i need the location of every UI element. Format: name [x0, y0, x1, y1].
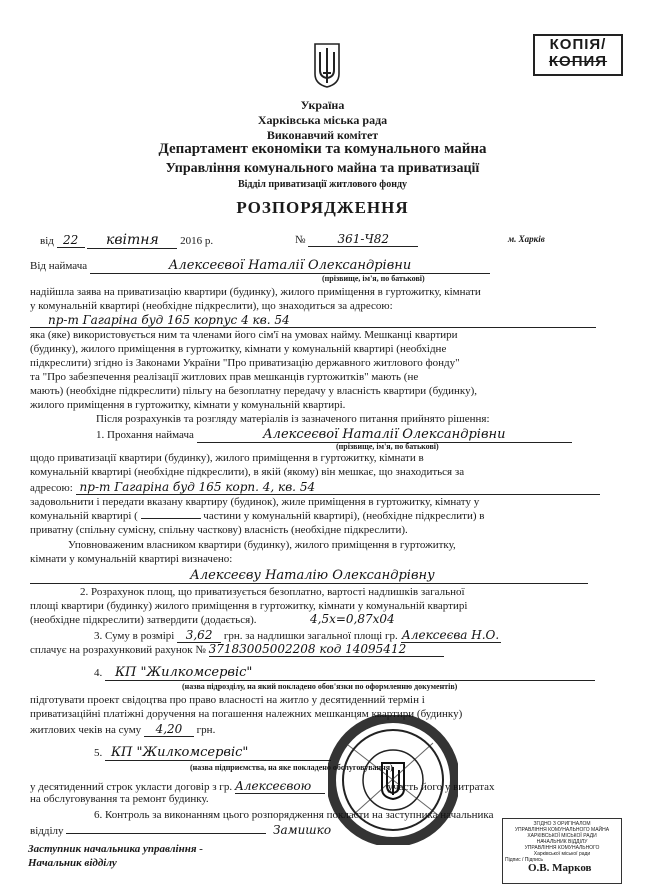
para2-line5a: комунальній квартирі ( — [30, 510, 138, 522]
para2-line1: щодо приватизації квартири (будинку), жилого приміщення в гуртожитку, кімнати в — [30, 452, 424, 464]
number-prefix: № — [295, 234, 306, 246]
para2-address-line — [30, 480, 600, 495]
para1-line2: у комунальній квартирі (необхідне підкреслити), що знаходиться за адресою: — [30, 300, 393, 312]
tenant-label: Від наймача — [30, 260, 88, 272]
tenant-caption: (прізвище, ім'я, по батькові) — [322, 274, 425, 283]
item6-line2 — [30, 823, 331, 837]
item1-label: 1. Прохання наймача — [96, 429, 194, 441]
para2-line2: комунальній квартирі (необхідне підкреслити), в якій (якому) він мешкає, що знаходиться за — [30, 466, 465, 478]
item4-amount: 4,20 — [144, 722, 194, 737]
para2-line6: приватну (спільну сумісну, спільну часткову) власність (необхідне підкреслити). — [30, 524, 408, 536]
stamp-text5: УПРАВЛІННЯ КОМУНАЛЬНОГО — [524, 845, 600, 851]
header-council: Харківська міська рада — [257, 113, 388, 127]
item2-line1: 2. Розрахунок площ, що приватизується безоплатно, вартості надлишків загальної — [80, 586, 465, 598]
header-management: Управління комунального майна та приватизації — [165, 161, 480, 176]
para1-line4: (будинку), жилого приміщення в гуртожитку, кімнати у комунальній квартирі (необхідне — [30, 343, 447, 355]
para1-line7: мають) (необхідне підкреслити) пільгу на безоплатну передачу у власність квартири (будинку), — [30, 385, 478, 397]
item1-line — [96, 427, 572, 443]
header-department: Департамент економіки та комунального майна — [158, 141, 487, 157]
para2-address: пр-т Гагаріна буд 165 корп. 4, кв. 54 — [76, 480, 600, 495]
copy-stamp-line2: КОПИЯ — [548, 53, 608, 70]
item6-blank — [66, 833, 266, 834]
para1-address-line — [30, 313, 596, 328]
para2-address-prefix: адресою: — [30, 482, 73, 494]
signature-name: О.В. Марков — [528, 862, 592, 874]
date-prefix: від — [40, 235, 54, 247]
item6-label: відділу — [30, 825, 64, 837]
item2-calc: 4,5х=0,87х04 — [310, 612, 395, 626]
stamp-text1: ЗГІДНО З ОРИГІНАЛОМ — [533, 821, 591, 827]
item5-suffix: участь його у витратах — [387, 781, 495, 793]
date-month: квітня — [87, 232, 177, 249]
para2-line8: кімнати у комунальній квартирі визначено: — [30, 553, 233, 565]
trident-emblem-icon — [312, 40, 342, 88]
date-day: 22 — [57, 233, 85, 248]
para2-line5 — [30, 510, 484, 522]
item3-mid: грн. за надлишки загальної площі гр. — [223, 630, 398, 642]
item4-line3 — [30, 722, 215, 737]
document-title: РОЗПОРЯДЖЕННЯ — [236, 198, 409, 217]
item2-line3: (необхідне підкреслити) затвердити (додається). — [30, 614, 257, 626]
para2-line4: задовольнити і передати вказану квартиру (будинок), жиле приміщення в гуртожитку, кімнату у — [30, 496, 480, 508]
item5-caption: (назва підприємства, на яке покладено обслуговування) — [190, 763, 393, 772]
para2-line5b: частини у комунальній квартирі), (необхідне підкреслити) в — [203, 510, 485, 522]
signature-title1: Заступник начальника управління - — [28, 843, 203, 855]
item4-org: КП "Жилкомсервіс" — [105, 665, 595, 681]
para1-line3: яка (яке) використовується ним та членами його сім'ї на умовах найму. Мешканці квартири — [30, 329, 458, 341]
item4-line — [94, 665, 595, 681]
para1-line5: підкреслити) згідно із Законами України "Про приватизацію державного житлового фонду" — [30, 357, 460, 369]
item3-line1 — [94, 628, 501, 643]
para1-line1: надійшла заява на приватизацію квартири (будинку), жилого приміщення в гуртожитку, кімнати — [30, 286, 481, 298]
item5-name: Алексеєвою — [235, 779, 325, 794]
item5-org: КП "Жилкомсервіс" — [105, 745, 331, 761]
para2-line7: Уповноваженим власником квартири (будинку), жилого приміщення в гуртожитку, — [68, 539, 456, 551]
item3-prefix: 3. Суму в розмірі — [94, 630, 175, 642]
item5-line — [94, 745, 331, 761]
item4-currency: грн. — [196, 724, 216, 736]
owner-line — [30, 568, 588, 584]
copy-stamp — [533, 34, 623, 76]
signature-title2: Начальник відділу — [28, 857, 117, 869]
item5-number: 5. — [94, 747, 103, 759]
item1-caption: (прізвище, ім'я, по батькові) — [336, 442, 439, 451]
tenant-line — [30, 258, 490, 274]
owner-name: Алексеєву Наталію Олександрівну — [30, 568, 588, 584]
tenant-name: Алексеєвої Наталії Олександрівни — [90, 258, 490, 274]
city: м. Харків — [508, 234, 545, 244]
para1-address: пр-т Гагаріна буд 165 корпус 4 кв. 54 — [30, 313, 596, 328]
item4-number: 4. — [94, 667, 103, 679]
item3-amount: 3,62 — [177, 628, 221, 643]
certification-stamp — [502, 818, 622, 884]
item3-payer: Алексеєва Н.О. — [401, 628, 500, 642]
share-blank — [141, 518, 201, 519]
date-line — [40, 232, 213, 249]
header-exec: Виконавчий комітет — [266, 128, 379, 142]
item6-responsible: Замишко — [273, 823, 332, 837]
stamp-text6: Харківської міської ради — [533, 851, 591, 857]
stamp-text3: ХАРКІВСЬКОЇ МІСЬКОЇ РАДИ — [527, 833, 597, 839]
item4-line1: підготувати проект свідоцтва про право власності на житло у десятиденний термін і — [30, 694, 425, 706]
date-year-suffix: р. — [204, 235, 214, 247]
item3-line2 — [30, 642, 444, 657]
para1-line6: та "Про забезпечення реалізації житлових прав мешканців гуртожитків" мають (не — [30, 371, 419, 383]
item4-caption: (назва підрозділу, на який покладено обов'язки по оформленню документів) — [182, 682, 458, 691]
stamp-text4: НАЧАЛЬНИК ВІДДІЛУ — [536, 839, 588, 845]
date-year: 2016 — [180, 235, 203, 247]
item3-account: 37183005002208 код 14095412 — [209, 642, 444, 657]
item2-line2: площі квартири (будинку) жилого приміщення в гуртожитку, кімнати у комунальній квартирі — [30, 600, 468, 612]
para1-line8: жилого приміщення в гуртожитку, кімнати у комунальній квартирі. — [30, 399, 346, 411]
item1-name: Алексеєвої Наталії Олександрівни — [197, 427, 572, 443]
item4-line2: приватизаційні платіжні доручення на погашення належних мешканцям квартири (будинку) — [30, 708, 463, 720]
header-division: Відділ приватизації житлового фонду — [237, 179, 408, 190]
para2-intro: Після розрахунків та розгляду матеріалів із зазначеного питання прийнято рішення: — [96, 413, 490, 425]
item6-line1: 6. Контроль за виконанням цього розпорядження покласти на заступника начальника — [94, 809, 494, 821]
copy-stamp-line1: КОПІЯ/ — [549, 36, 607, 53]
stamp-text7: Підпис / Підпись — [505, 857, 544, 863]
item4-sum-label: житлових чеків на суму — [30, 724, 142, 736]
number-line — [295, 232, 418, 247]
item5-prefix: у десятиденний строк укласти договір з гр. — [30, 781, 233, 793]
stamp-text2: УПРАВЛІННЯ КОМУНАЛЬНОГО МАЙНА — [514, 827, 610, 833]
item3-account-label: сплачує на розрахунковий рахунок № — [30, 644, 206, 656]
order-number: 361-Ч82 — [308, 232, 418, 247]
official-seal-icon — [328, 715, 458, 845]
header-country: Україна — [300, 98, 345, 112]
item5-line2: на обслуговування та ремонт будинку. — [30, 793, 209, 805]
